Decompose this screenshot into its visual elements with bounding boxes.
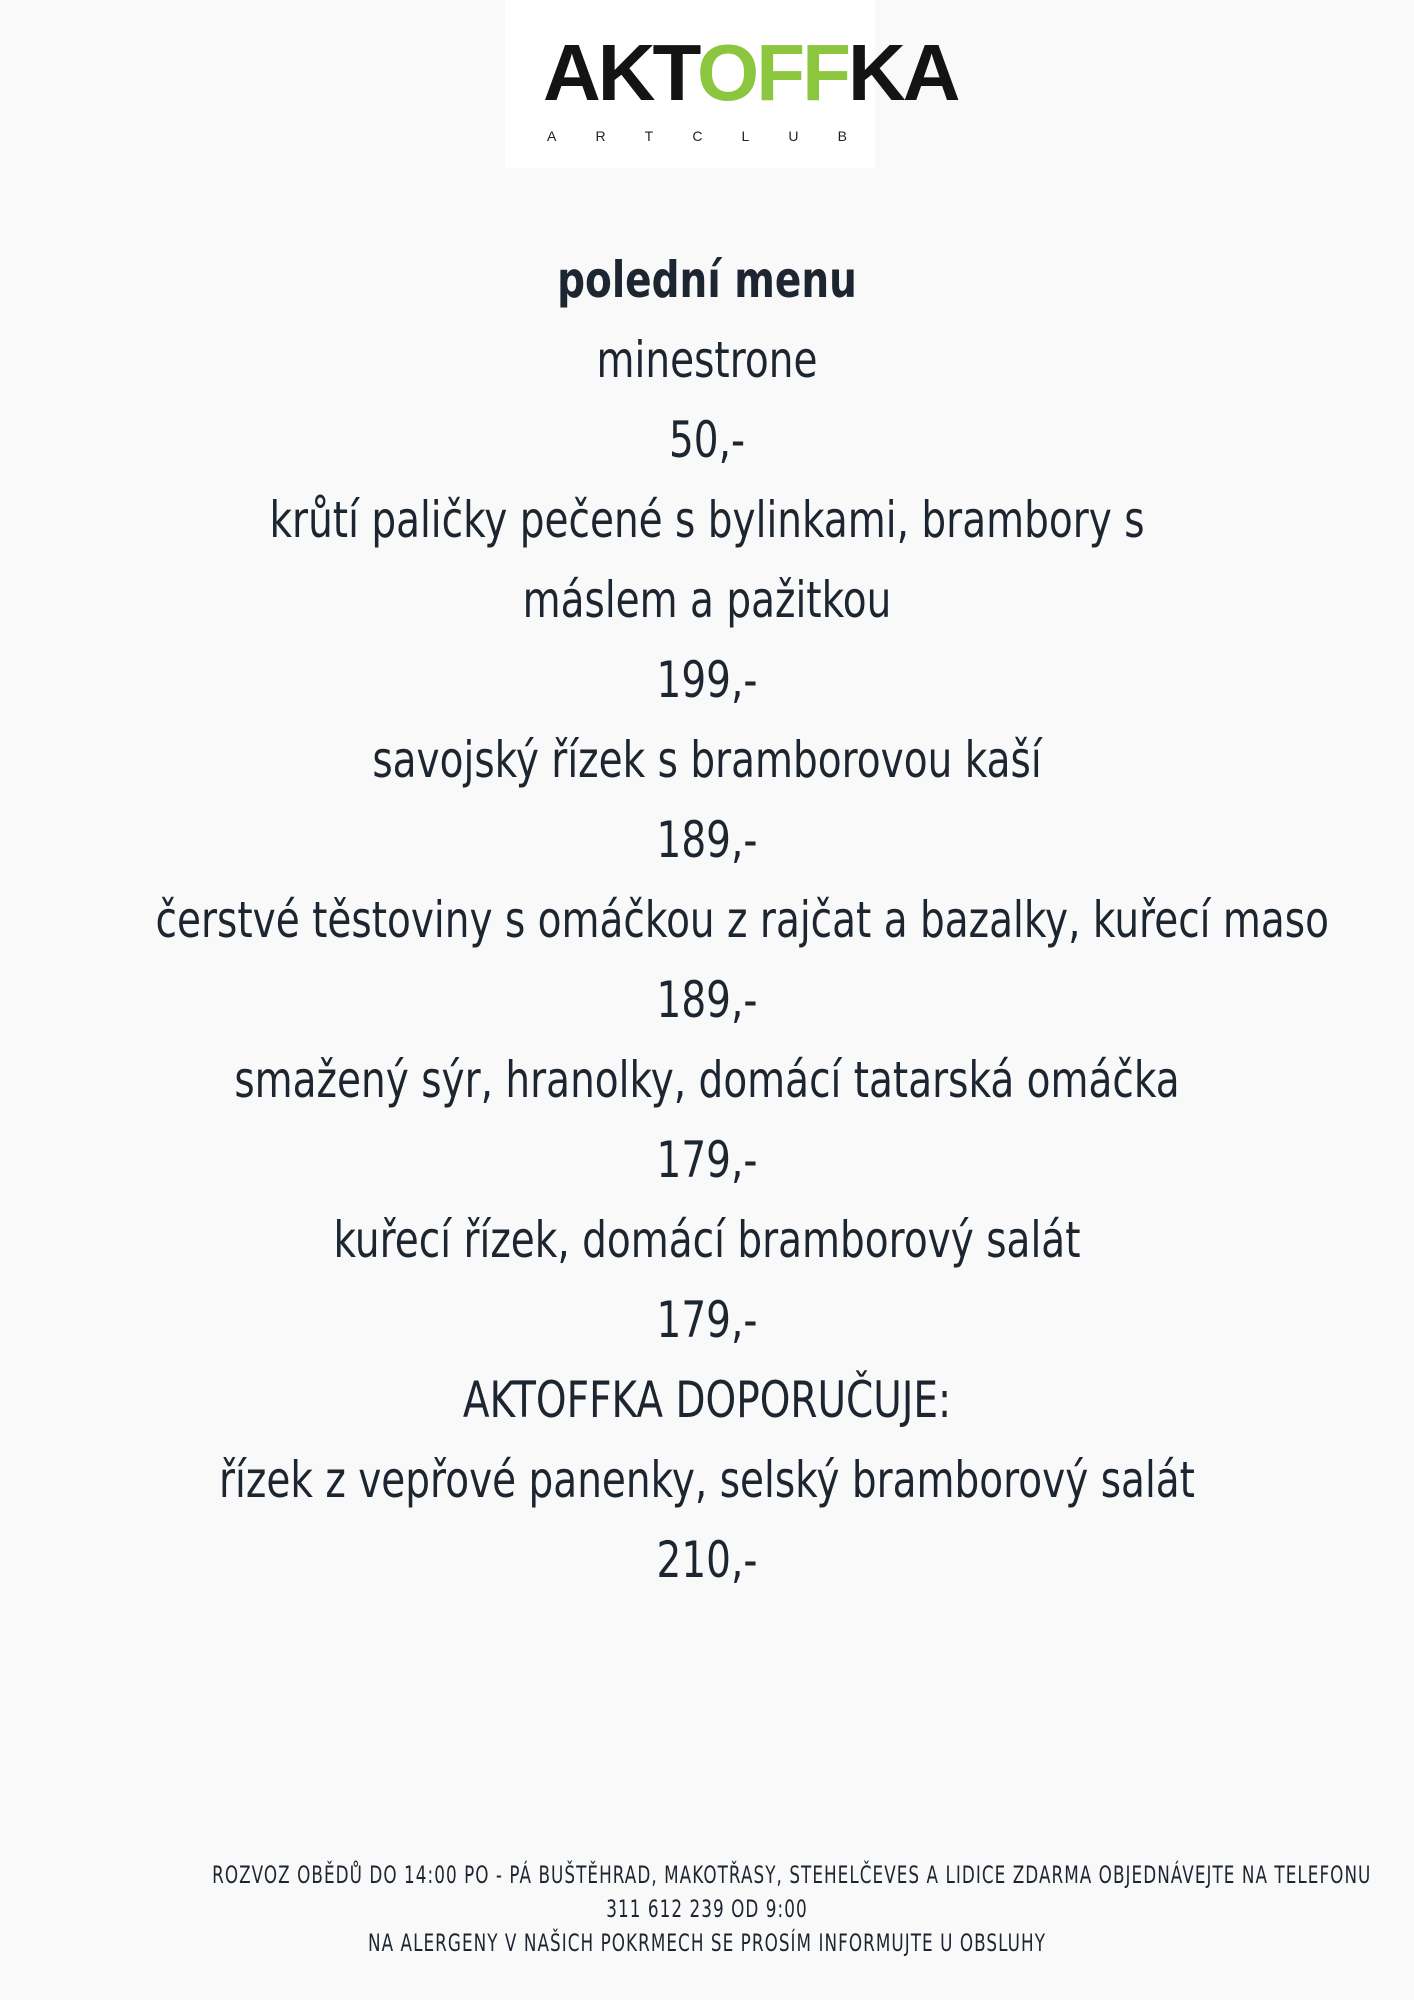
- recommendation-price: 210,-: [656, 1531, 758, 1589]
- logo-subtitle-letter: L: [741, 128, 750, 144]
- logo-subtitle-letter: R: [595, 128, 606, 144]
- soup-price: 50,-: [668, 411, 746, 469]
- recommendation-heading: AKTOFFKA DOPORUČUJE:: [462, 1371, 952, 1429]
- menu-item-name: kuřecí řízek, domácí bramborový salát: [333, 1211, 1081, 1269]
- menu-item-price: 189,-: [656, 971, 758, 1029]
- menu-item-name: máslem a pažitkou: [522, 571, 892, 629]
- menu-item-price: 179,-: [656, 1131, 758, 1189]
- menu-title: polední menu: [557, 251, 857, 309]
- logo-suffix: KA: [847, 28, 958, 117]
- recommendation-name: řízek z vepřové panenky, selský bramborový salát: [219, 1451, 1195, 1509]
- logo-subtitle-letter: U: [788, 128, 799, 144]
- logo-wordmark: [543, 28, 957, 118]
- logo-subtitle-letter: B: [837, 128, 847, 144]
- menu-item-name: krůtí paličky pečené s bylinkami, brambory s: [269, 491, 1145, 549]
- footer-delivery-line: ROZVOZ OBĚDŮ DO 14:00 PO - PÁ BUŠTĚHRAD, MAKOTŘASY, STEHELČEVES A LIDICE ZDARMA OBJEDNÁVEJTE NA TELEFONU: [212, 1861, 1372, 1889]
- menu-item-name: savojský řízek s bramborovou kaší: [372, 731, 1042, 789]
- logo-subtitle-letter: T: [644, 128, 654, 144]
- logo-highlight: OFF: [696, 28, 848, 117]
- logo-subtitle-letter: A: [547, 128, 557, 144]
- footer-allergens-line: NA ALERGENY V NAŠICH POKRMECH SE PROSÍM INFORMUJTE U OBSLUHY: [367, 1929, 1047, 1957]
- soup-name: minestrone: [596, 331, 818, 389]
- menu-item-name: smažený sýr, hranolky, domácí tatarská omáčka: [234, 1051, 1180, 1109]
- logo-prefix: AKT: [543, 28, 697, 117]
- menu-item-price: 179,-: [656, 1291, 758, 1349]
- footer-phone-line: 311 612 239 OD 9:00: [606, 1895, 808, 1923]
- menu-item-price: 189,-: [656, 811, 758, 869]
- footer-info: [0, 1858, 1414, 1960]
- logo-subtitle-letter: C: [692, 128, 703, 144]
- menu-item-name: čerstvé těstoviny s omáčkou z rajčat a bazalky, kuřecí maso: [155, 891, 1329, 949]
- aktoffka-logo: [505, 0, 958, 168]
- menu-item-price: 199,-: [656, 651, 758, 709]
- lunch-menu: [0, 240, 1414, 1600]
- logo-subtitle: [547, 128, 847, 144]
